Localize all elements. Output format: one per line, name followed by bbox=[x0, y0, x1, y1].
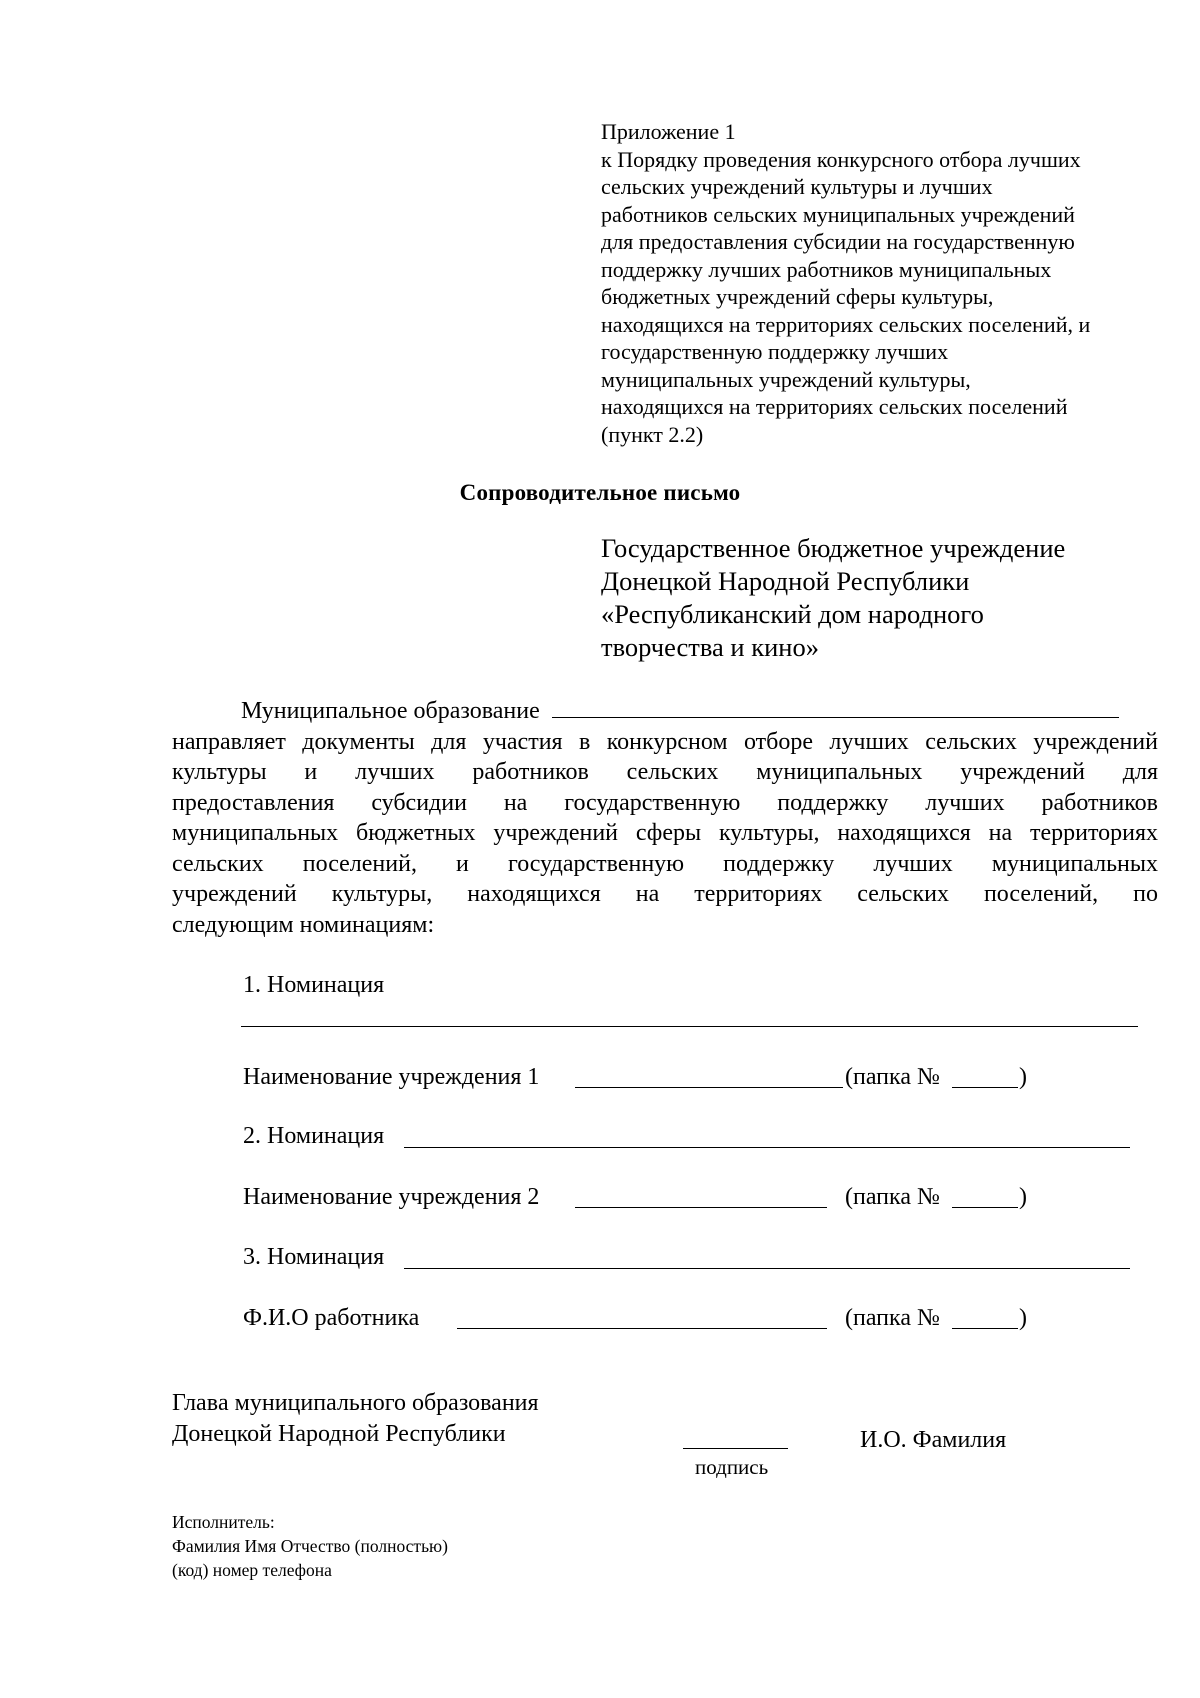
executor-phone: (код) номер телефона bbox=[172, 1560, 332, 1580]
body-paragraph bbox=[172, 695, 1158, 940]
nomination-1-label: 1. Номинация bbox=[243, 972, 385, 998]
institution-2-field[interactable] bbox=[575, 1207, 827, 1208]
appendix-line: (пункт 2.2) bbox=[601, 421, 704, 447]
appendix-line: для предоставления субсидии на государственную bbox=[601, 229, 1075, 254]
appendix-line: бюджетных учреждений сферы культуры, bbox=[601, 284, 994, 309]
folder-3-close: ) bbox=[1019, 1305, 1027, 1331]
position-line: Донецкой Народной Республики bbox=[172, 1421, 506, 1447]
executor-full-name: Фамилия Имя Отчество (полностью) bbox=[172, 1536, 448, 1556]
appendix-block bbox=[601, 118, 1161, 448]
nomination-2-field[interactable] bbox=[404, 1147, 1130, 1148]
appendix-line: находящихся на территориях сельских поселений, и bbox=[601, 311, 1091, 337]
municipality-field[interactable] bbox=[552, 695, 1119, 718]
executor-label: Исполнитель: bbox=[172, 1512, 275, 1532]
folder-1-close: ) bbox=[1019, 1064, 1027, 1090]
institution-1-field[interactable] bbox=[575, 1087, 843, 1088]
executor-block bbox=[172, 1510, 448, 1582]
signature-caption: подпись bbox=[695, 1455, 769, 1479]
municipality-label: Муниципальное образование bbox=[241, 698, 540, 724]
appendix-line: к Порядку проведения конкурсного отбора лучших bbox=[601, 146, 1081, 172]
folder-2-close: ) bbox=[1019, 1184, 1027, 1210]
appendix-line: государственную поддержку лучших bbox=[601, 339, 949, 364]
nomination-2-label: 2. Номинация bbox=[243, 1123, 385, 1149]
body-line: предоставления субсидии на государственную поддержку лучших работников bbox=[172, 789, 1158, 816]
addressee-line: «Республиканский дом народного bbox=[601, 599, 984, 629]
document-title: Сопроводительное письмо bbox=[459, 480, 741, 505]
appendix-line: муниципальных учреждений культуры, bbox=[601, 366, 971, 392]
folder-3-label: (папка № bbox=[845, 1305, 940, 1331]
body-line: направляет документы для участия в конкурсном отборе лучших сельских учреждений bbox=[172, 728, 1158, 755]
institution-1-label: Наименование учреждения 1 bbox=[243, 1064, 540, 1090]
folder-2-number-field[interactable] bbox=[952, 1207, 1018, 1208]
worker-name-field[interactable] bbox=[457, 1328, 827, 1329]
folder-1-label: (папка № bbox=[845, 1064, 940, 1090]
signature-field[interactable] bbox=[683, 1448, 788, 1449]
addressee-line: творчества и кино» bbox=[601, 632, 819, 662]
body-line: учреждений культуры, находящихся на территориях сельских поселений, по bbox=[172, 881, 1158, 907]
institution-2-label: Наименование учреждения 2 bbox=[243, 1184, 540, 1210]
appendix-line: работников сельских муниципальных учреждений bbox=[601, 201, 1075, 227]
nomination-3-field[interactable] bbox=[404, 1268, 1130, 1269]
nomination-1-field[interactable] bbox=[241, 1026, 1138, 1027]
signer-name: И.О. Фамилия bbox=[860, 1427, 1007, 1453]
appendix-line: находящихся на территориях сельских поселений bbox=[601, 394, 1068, 419]
body-line: следующим номинациям: bbox=[172, 911, 435, 938]
nomination-3-label: 3. Номинация bbox=[243, 1244, 385, 1270]
position-line: Главa муниципального образования bbox=[172, 1390, 539, 1416]
body-line: сельских поселений, и государственную поддержку лучших муниципальных bbox=[172, 850, 1158, 877]
addressee-line: Донецкой Народной Республики bbox=[601, 566, 970, 596]
addressee-block bbox=[601, 532, 1065, 664]
folder-1-number-field[interactable] bbox=[952, 1087, 1018, 1088]
municipality-line bbox=[172, 695, 1158, 727]
appendix-line: Приложение 1 bbox=[601, 119, 736, 144]
body-line: культуры и лучших работников сельских муниципальных учреждений для bbox=[172, 759, 1158, 785]
appendix-line: поддержку лучших работников муниципальных bbox=[601, 256, 1052, 282]
folder-3-number-field[interactable] bbox=[952, 1328, 1018, 1329]
body-line: муниципальных бюджетных учреждений сферы культуры, находящихся на территориях bbox=[172, 820, 1158, 846]
addressee-line: Государственное бюджетное учреждение bbox=[601, 533, 1066, 563]
signature-position bbox=[172, 1388, 539, 1450]
appendix-line: сельских учреждений культуры и лучших bbox=[601, 174, 993, 199]
folder-2-label: (папка № bbox=[845, 1184, 940, 1210]
worker-name-label: Ф.И.О работника bbox=[243, 1305, 420, 1331]
